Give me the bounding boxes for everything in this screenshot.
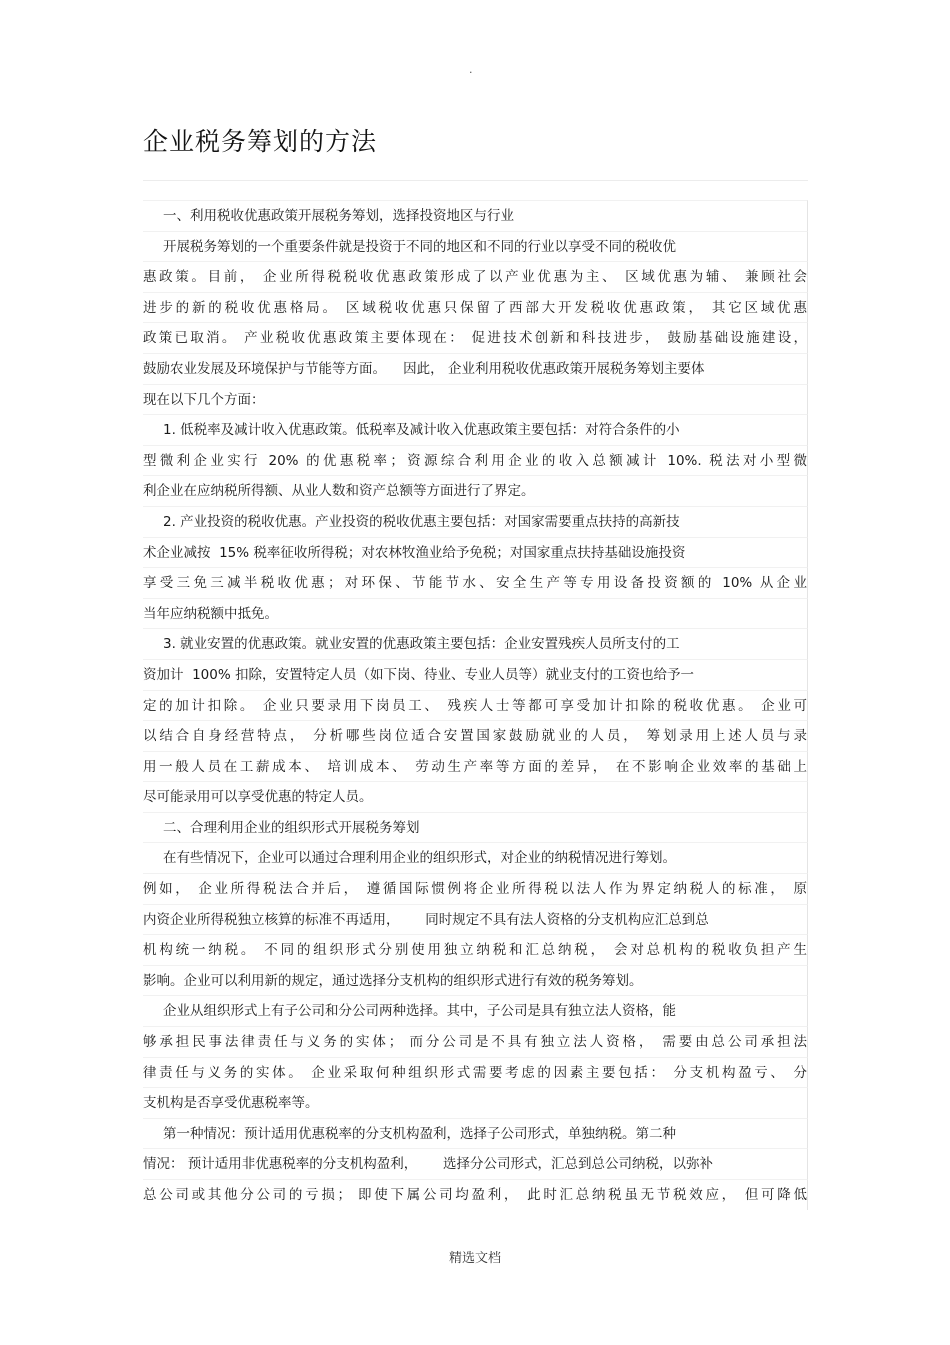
text-line: 支机构是否享受优惠税率等。 — [143, 1087, 808, 1118]
text-line: 一、利用税收优惠政策开展税务筹划，选择投资地区与行业 — [143, 200, 808, 231]
document-body — [143, 200, 808, 1210]
header-dot: · — [469, 66, 473, 79]
text-line: 机构统一纳税。 不同的组织形式分别使用独立纳税和汇总纳税， 会对总机构的税收负担产生 — [143, 934, 808, 965]
document-title: 企业税务筹划的方法 — [143, 127, 378, 156]
text-line: 享受三免三减半税收优惠；对环保、节能节水、安全生产等专用设备投资额的 10% 从企业 — [143, 567, 808, 598]
text-line: 开展税务筹划的一个重要条件就是投资于不同的地区和不同的行业以享受不同的税收优 — [143, 231, 808, 262]
text-line: 鼓励农业发展及环境保护与节能等方面。 因此， 企业利用税收优惠政策开展税务筹划主要体 — [143, 353, 808, 384]
text-line: 3. 就业安置的优惠政策。就业安置的优惠政策主要包括：企业安置残疾人员所支付的工 — [143, 628, 808, 659]
text-line: 现在以下几个方面： — [143, 384, 808, 415]
text-line: 当年应纳税额中抵免。 — [143, 598, 808, 629]
text-line: 总公司或其他分公司的亏损； 即使下属公司均盈利， 此时汇总纳税虽无节税效应， 但可降低 — [143, 1179, 808, 1210]
text-line: 情况： 预计适用非优惠税率的分支机构盈利， 选择分公司形式，汇总到总公司纳税，以弥补 — [143, 1148, 808, 1179]
text-line: 术企业减按 15% 税率征收所得税；对农林牧渔业给予免税；对国家重点扶持基础设施投资 — [143, 537, 808, 568]
text-line: 2. 产业投资的税收优惠。产业投资的税收优惠主要包括：对国家需要重点扶持的高新技 — [143, 506, 808, 537]
text-line: 以结合自身经营特点， 分析哪些岗位适合安置国家鼓励就业的人员， 筹划录用上述人员与录 — [143, 720, 808, 751]
text-line: 型微利企业实行 20% 的优惠税率；资源综合利用企业的收入总额减计 10%. 税法对小型微 — [143, 445, 808, 476]
text-line: 二、合理利用企业的组织形式开展税务筹划 — [143, 812, 808, 843]
text-line: 惠政策。目前， 企业所得税税收优惠政策形成了以产业优惠为主、 区域优惠为辅、 兼顾社会 — [143, 261, 808, 292]
text-line: 利企业在应纳税所得额、从业人数和资产总额等方面进行了界定。 — [143, 475, 808, 506]
text-line: 例如， 企业所得税法合并后， 遵循国际惯例将企业所得税以法人作为界定纳税人的标准， 原 — [143, 873, 808, 904]
text-line: 政策已取消。 产业税收优惠政策主要体现在： 促进技术创新和科技进步， 鼓励基础设施建设， — [143, 322, 808, 353]
text-line: 进步的新的税收优惠格局。 区域税收优惠只保留了西部大开发税收优惠政策， 其它区域优惠 — [143, 292, 808, 323]
text-line: 资加计 100% 扣除，安置特定人员（如下岗、待业、专业人员等）就业支付的工资也给予一 — [143, 659, 808, 690]
title-divider — [143, 180, 808, 181]
text-line: 企业从组织形式上有子公司和分公司两种选择。其中，子公司是具有独立法人资格，能 — [143, 995, 808, 1026]
text-line: 够承担民事法律责任与义务的实体； 而分公司是不具有独立法人资格， 需要由总公司承担法 — [143, 1026, 808, 1057]
text-line: 尽可能录用可以享受优惠的特定人员。 — [143, 781, 808, 812]
text-line: 1. 低税率及减计收入优惠政策。低税率及减计收入优惠政策主要包括：对符合条件的小 — [143, 414, 808, 445]
text-line: 内资企业所得税独立核算的标准不再适用， 同时规定不具有法人资格的分支机构应汇总到总 — [143, 904, 808, 935]
text-line: 定的加计扣除。 企业只要录用下岗员工、 残疾人士等都可享受加计扣除的税收优惠。 企业可 — [143, 690, 808, 721]
text-line: 第一种情况：预计适用优惠税率的分支机构盈利，选择子公司形式，单独纳税。第二种 — [143, 1118, 808, 1149]
text-line: 律责任与义务的实体。 企业采取何种组织形式需要考虑的因素主要包括： 分支机构盈亏、 分 — [143, 1057, 808, 1088]
text-line: 在有些情况下，企业可以通过合理利用企业的组织形式，对企业的纳税情况进行筹划。 — [143, 842, 808, 873]
text-line: 影响。企业可以利用新的规定，通过选择分支机构的组织形式进行有效的税务筹划。 — [143, 965, 808, 996]
page-footer: 精选文档 — [448, 1251, 501, 1266]
text-line: 用一般人员在工薪成本、 培训成本、 劳动生产率等方面的差异， 在不影响企业效率的基础上 — [143, 751, 808, 782]
